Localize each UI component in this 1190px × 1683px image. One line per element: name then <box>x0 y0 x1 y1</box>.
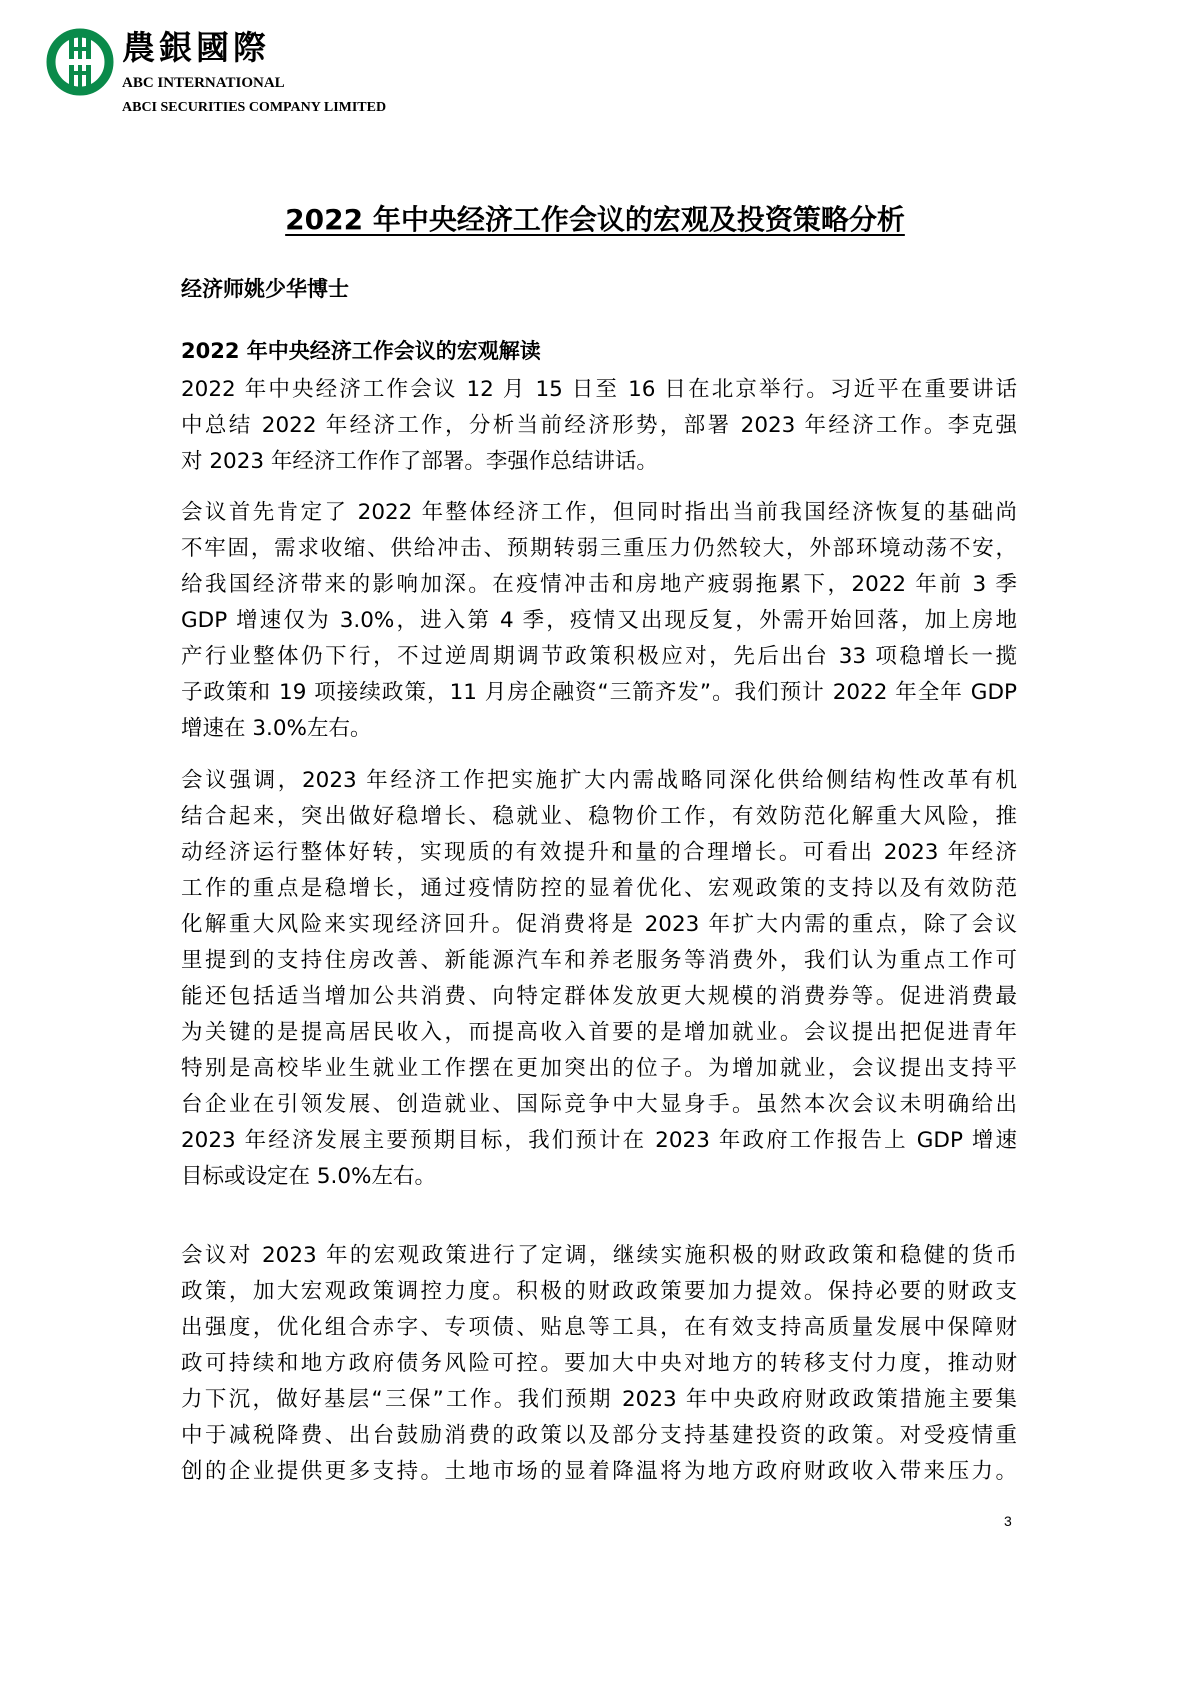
document-title: 2022 年中央经济工作会议的宏观及投资策略分析 <box>285 203 905 236</box>
paragraph-line: 力下沉，做好基层“三保”工作。我们预期 2023 年中央政府财政政策措施主要集 <box>181 1387 1017 1412</box>
paragraph-line: 出强度，优化组合赤字、专项债、贴息等工具，在有效支持高质量发展中保障财 <box>181 1315 1017 1340</box>
paragraph-line: 会议首先肯定了 2022 年整体经济工作，但同时指出当前我国经济恢复的基础尚 <box>181 500 1017 525</box>
paragraph-1 <box>181 372 1017 480</box>
page-number: 3 <box>1004 1513 1012 1529</box>
paragraph-line: 工作的重点是稳增长，通过疫情防控的显着优化、宏观政策的支持以及有效防范 <box>181 876 1017 901</box>
paragraph-line: 政可持续和地方政府债务风险可控。要加大中央对地方的转移支付力度，推动财 <box>181 1351 1017 1376</box>
paragraph-line: 台企业在引领发展、创造就业、国际竞争中大显身手。虽然本次会议未明确给出 <box>181 1092 1017 1117</box>
paragraph-line: 会议强调，2023 年经济工作把实施扩大内需战略同深化供给侧结构性改革有机 <box>181 768 1017 793</box>
abc-logo-icon <box>46 28 114 96</box>
paragraph-line: 动经济运行整体好转，实现质的有效提升和量的合理增长。可看出 2023 年经济 <box>181 840 1017 865</box>
paragraph-line: 能还包括适当增加公共消费、向特定群体发放更大规模的消费券等。促进消费最 <box>181 984 1017 1009</box>
paragraph-line: 创的企业提供更多支持。土地市场的显着降温将为地方政府财政收入带来压力。 <box>181 1459 1017 1484</box>
paragraph-2 <box>181 495 1017 747</box>
paragraph-line: 会议对 2023 年的宏观政策进行了定调，继续实施积极的财政政策和稳健的货币 <box>181 1243 1017 1268</box>
paragraph-line: 特别是高校毕业生就业工作摆在更加突出的位子。为增加就业，会议提出支持平 <box>181 1056 1017 1081</box>
paragraph-line: 对 2023 年经济工作作了部署。李强作总结讲话。 <box>181 449 658 474</box>
paragraph-line: 给我国经济带来的影响加深。在疫情冲击和房地产疲弱拖累下，2022 年前 3 季 <box>181 572 1017 597</box>
author-line: 经济师姚少华博士 <box>181 277 349 301</box>
page-header <box>46 26 466 126</box>
paragraph-line: GDP 增速仅为 3.0%，进入第 4 季，疫情又出现反复，外需开始回落，加上房地 <box>181 608 1017 633</box>
paragraph-line: 不牢固，需求收缩、供给冲击、预期转弱三重压力仍然较大，外部环境动荡不安， <box>181 536 1017 561</box>
logo-english-name: ABC INTERNATIONAL <box>122 75 285 91</box>
paragraph-line: 中总结 2022 年经济工作，分析当前经济形势，部署 2023 年经济工作。李克强 <box>181 413 1017 438</box>
paragraph-line: 政策，加大宏观政策调控力度。积极的财政政策要加力提效。保持必要的财政支 <box>181 1279 1017 1304</box>
paragraph-line: 化解重大风险来实现经济回升。促消费将是 2023 年扩大内需的重点，除了会议 <box>181 912 1017 937</box>
paragraph-line: 中于减税降费、出台鼓励消费的政策以及部分支持基建投资的政策。对受疫情重 <box>181 1423 1017 1448</box>
logo-company-name: ABCI SECURITIES COMPANY LIMITED <box>122 100 387 115</box>
logo-chinese-name: 農銀國際 <box>122 28 270 67</box>
paragraph-line: 为关键的是提高居民收入，而提高收入首要的是增加就业。会议提出把促进青年 <box>181 1020 1017 1045</box>
paragraph-line: 目标或设定在 5.0%左右。 <box>181 1164 436 1189</box>
paragraph-line: 子政策和 19 项接续政策，11 月房企融资“三箭齐发”。我们预计 2022 年全年 GDP <box>181 680 1017 705</box>
paragraph-line: 结合起来，突出做好稳增长、稳就业、稳物价工作，有效防范化解重大风险，推 <box>181 804 1017 829</box>
paragraph-line: 增速在 3.0%左右。 <box>181 716 372 741</box>
section-heading: 2022 年中央经济工作会议的宏观解读 <box>181 339 541 363</box>
paragraph-line: 2023 年经济发展主要预期目标，我们预计在 2023 年政府工作报告上 GDP 增速 <box>181 1128 1017 1153</box>
paragraph-line: 里提到的支持住房改善、新能源汽车和养老服务等消费外，我们认为重点工作可 <box>181 948 1017 973</box>
paragraph-4 <box>181 1238 1017 1490</box>
paragraph-line: 产行业整体仍下行，不过逆周期调节政策积极应对，先后出台 33 项稳增长一揽 <box>181 644 1017 669</box>
paragraph-3 <box>181 763 1017 1195</box>
paragraph-line: 2022 年中央经济工作会议 12 月 15 日至 16 日在北京举行。习近平在重要讲话 <box>181 377 1017 402</box>
